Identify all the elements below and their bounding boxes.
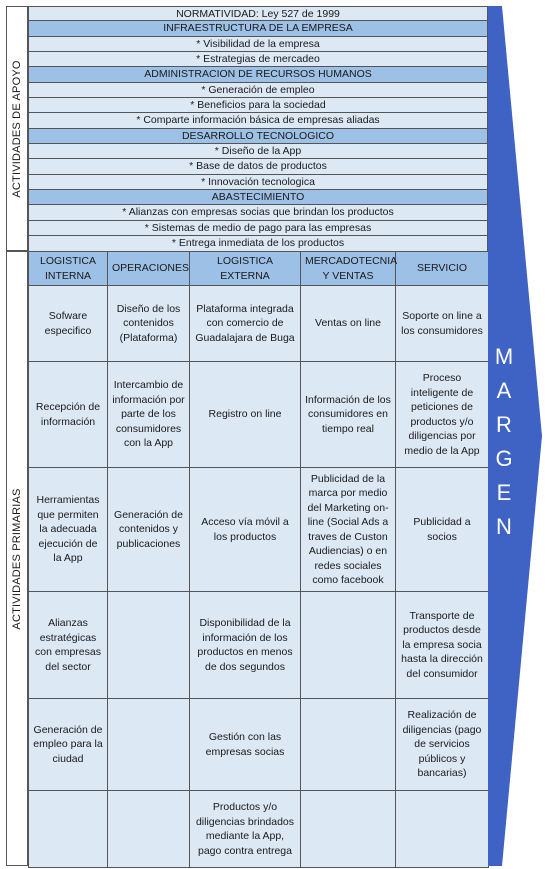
primary-row — [29, 592, 489, 699]
primary-row — [29, 286, 489, 362]
primary-column-header: OPERACIONES — [108, 252, 190, 286]
support-item: * Diseño de la App — [28, 144, 488, 159]
support-item: * Generación de empleo — [28, 83, 488, 98]
primary-cell — [301, 592, 396, 699]
support-category: INFRAESTRUCTURA DE LA EMPRESA — [28, 21, 488, 36]
regulation-row: NORMATIVIDAD: Ley 527 de 1999 — [28, 6, 488, 21]
primary-cell: Sofware especifico — [29, 286, 108, 362]
primary-cell: Diseño de los contenidos (Plataforma) — [108, 286, 190, 362]
primary-cell: Información de los consumidores en tiempo real — [301, 362, 396, 468]
primary-cell: Transporte de productos desde la empresa socia hasta la dirección del consumidor — [396, 592, 489, 699]
primary-cell: Proceso inteligente de peticiones de productos y/o diligencias por medio de la App — [396, 362, 489, 468]
primary-cell: Intercambio de información por parte de los consumidores con la App — [108, 362, 190, 468]
primary-cell: Publicidad de la marca por medio del Marketing on-line (Social Ads a traves de Custon Audiencias) o en redes sociales como facebook — [301, 468, 396, 592]
primary-cell: Acceso vía móvil a los productos — [190, 468, 301, 592]
primary-column-header: LOGISTICA EXTERNA — [190, 252, 301, 286]
margin-letter: E — [496, 480, 512, 505]
margin-letter: G — [495, 446, 513, 471]
primary-cell: Alianzas estratégicas con empresas del sector — [29, 592, 108, 699]
primary-cell: Plataforma integrada con comercio de Guadalajara de Buga — [190, 286, 301, 362]
primary-cell: Gestión con las empresas socias — [190, 699, 301, 791]
primary-column-header: SERVICIO — [396, 252, 489, 286]
margin-letter: A — [496, 378, 512, 403]
primary-activities-label: ACTIVIDADES PRIMARIAS — [11, 487, 23, 630]
primary-cell — [108, 699, 190, 791]
primary-cell: Disponibilidad de la información de los productos en menos de dos segundos — [190, 592, 301, 699]
primary-cell: Recepción de información — [29, 362, 108, 468]
primary-cell — [396, 791, 489, 868]
primary-cell: Generación de empleo para la ciudad — [29, 699, 108, 791]
support-item: * Alianzas con empresas socias que brindan los productos — [28, 205, 488, 220]
margin-label — [488, 340, 520, 544]
primary-row — [29, 791, 489, 868]
primary-row — [29, 362, 489, 468]
primary-row — [29, 699, 489, 791]
primary-cell: Soporte on line a los consumidores — [396, 286, 489, 362]
support-item: * Sistemas de medio de pago para las empresas — [28, 221, 488, 236]
primary-row — [29, 468, 489, 592]
primary-column-header: MERCADOTECNIA Y VENTAS — [301, 252, 396, 286]
support-item: * Innovación tecnologica — [28, 175, 488, 190]
margin-letter: M — [494, 344, 514, 369]
primary-cell: Ventas on line — [301, 286, 396, 362]
primary-cell — [29, 791, 108, 868]
support-item: * Beneficios para la sociedad — [28, 98, 488, 113]
support-item: * Visibilidad de la empresa — [28, 37, 488, 52]
support-activities-label: ACTIVIDADES DE APOYO — [11, 59, 23, 198]
support-category: DESARROLLO TECNOLOGICO — [28, 129, 488, 144]
primary-activities-label-box — [6, 251, 28, 866]
primary-activities-table — [28, 251, 489, 868]
primary-cell: Productos y/o diligencias brindados mediante la App, pago contra entrega — [190, 791, 301, 868]
support-item: * Base de datos de productos — [28, 159, 488, 174]
primary-cell — [301, 791, 396, 868]
primary-cell: Registro on line — [190, 362, 301, 468]
primary-cell: Generación de contenidos y publicaciones — [108, 468, 190, 592]
primary-cell — [108, 592, 190, 699]
support-category: ABASTECIMIENTO — [28, 190, 488, 205]
primary-cell — [301, 699, 396, 791]
margin-letter: N — [496, 514, 512, 539]
primary-column-header: LOGISTICA INTERNA — [29, 252, 108, 286]
support-item: * Estrategias de mercadeo — [28, 52, 488, 67]
primary-cell: Realización de diligencias (pago de servicios públicos y bancarias) — [396, 699, 489, 791]
support-activities — [28, 6, 488, 252]
value-chain-diagram — [6, 6, 488, 866]
support-item: * Comparte información básica de empresas aliadas — [28, 113, 488, 128]
primary-cell: Herramientas que permiten la adecuada ejecución de la App — [29, 468, 108, 592]
primary-cell: Publicidad a socios — [396, 468, 489, 592]
support-category: ADMINISTRACION DE RECURSOS HUMANOS — [28, 67, 488, 82]
primary-cell — [108, 791, 190, 868]
margin-letter: R — [496, 412, 512, 437]
support-item: * Entrega inmediata de los productos — [28, 236, 488, 251]
support-activities-label-box — [6, 6, 28, 251]
